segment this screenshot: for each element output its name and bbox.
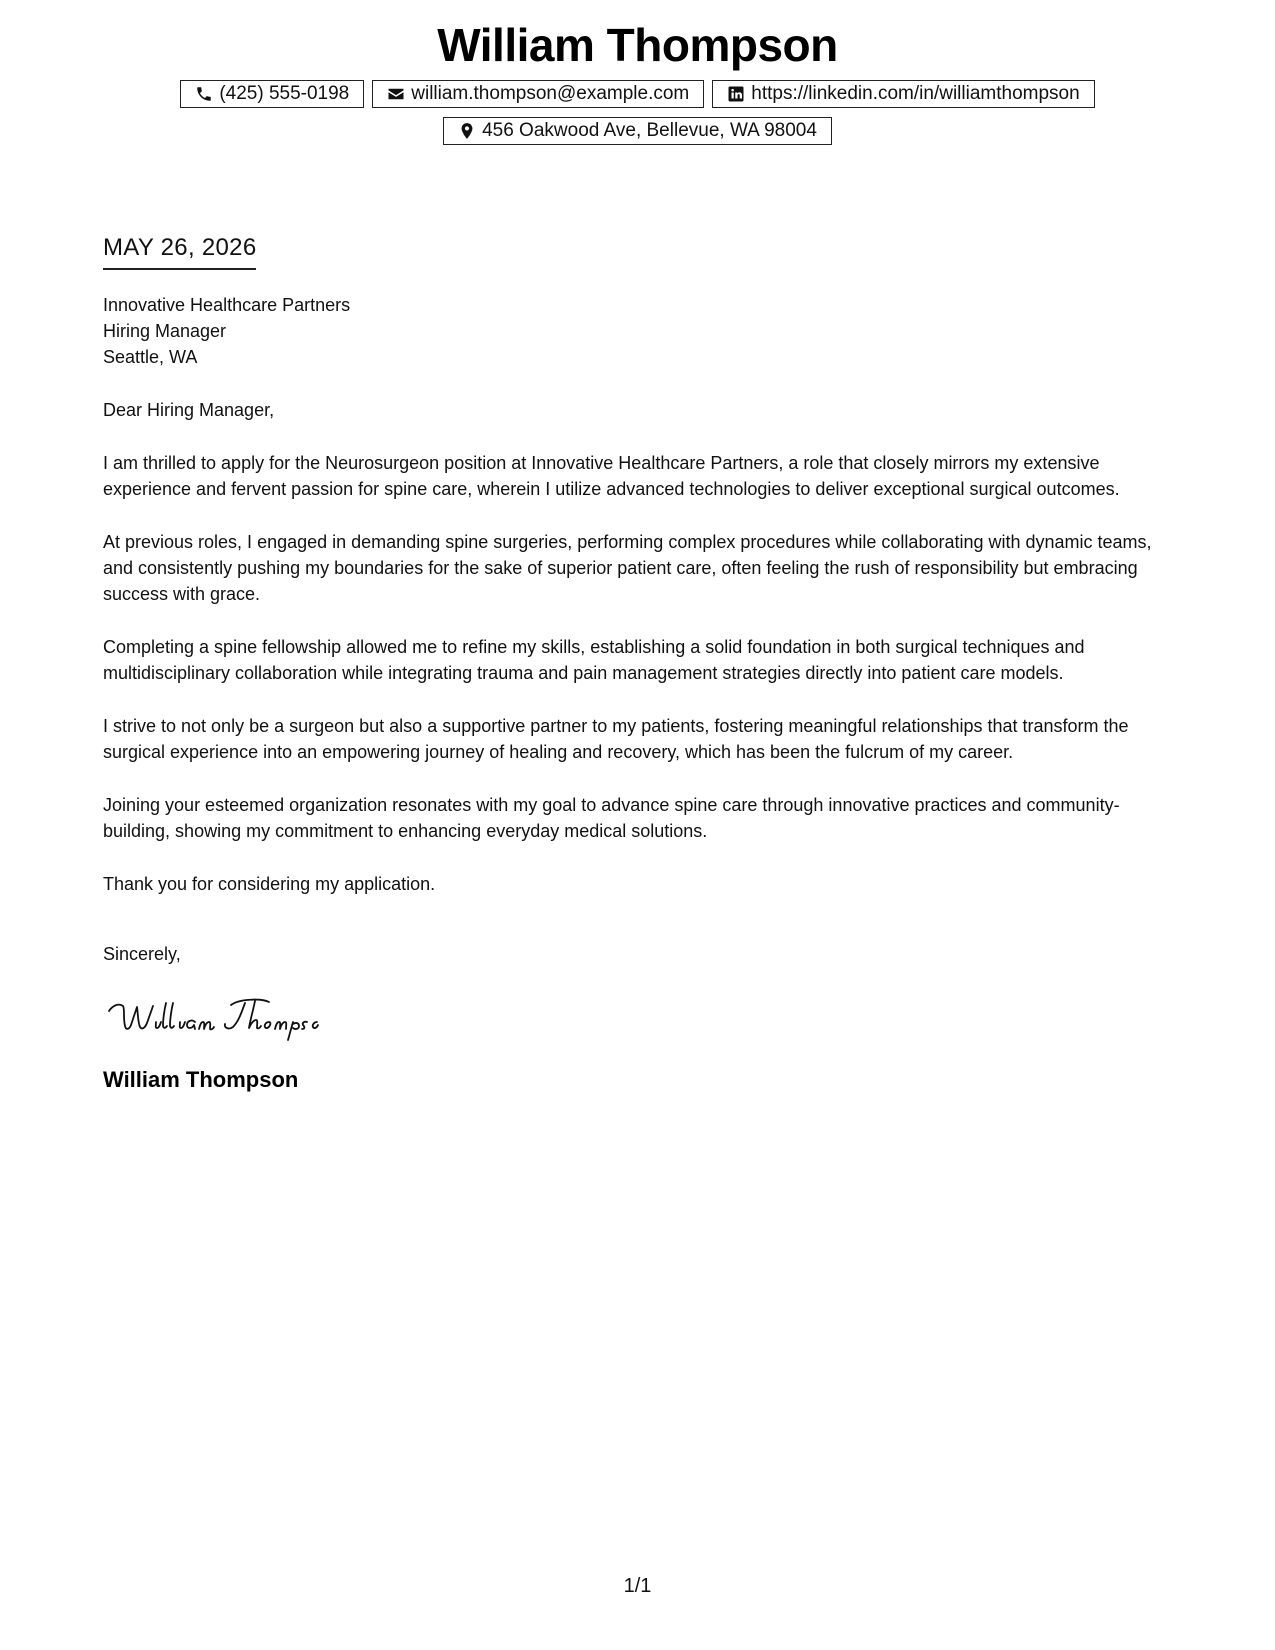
linkedin-url: https://linkedin.com/in/williamthompson bbox=[751, 83, 1080, 104]
applicant-name: William Thompson bbox=[437, 19, 838, 71]
linkedin-icon bbox=[727, 85, 745, 103]
map-marker-icon bbox=[458, 122, 476, 140]
recipient-title: Hiring Manager bbox=[103, 321, 227, 341]
address-chip[interactable] bbox=[443, 117, 832, 145]
body-paragraph: I strive to not only be a surgeon but also a supportive partner to my patients, fostering meaningful relationships that transform the surgical experience into an empowering journey of healing and recovery, which has been the fulcrum of my career. bbox=[103, 716, 1129, 762]
recipient-block bbox=[103, 292, 1178, 370]
phone-chip[interactable] bbox=[180, 80, 364, 108]
handwritten-signature bbox=[103, 991, 1178, 1047]
body-paragraph: Joining your esteemed organization resonates with my goal to advance spine care through innovative practices and community-building, showing my commitment to enhancing everyday medical solutions. bbox=[103, 795, 1120, 841]
signer-name: William Thompson bbox=[103, 1067, 299, 1092]
signature-image bbox=[103, 991, 363, 1047]
envelope-icon bbox=[387, 85, 405, 103]
closing-line: Sincerely, bbox=[103, 944, 181, 964]
phone-number: (425) 555-0198 bbox=[219, 83, 350, 104]
email-address: william.thompson@example.com bbox=[411, 83, 690, 104]
body-paragraph: Completing a spine fellowship allowed me to refine my skills, establishing a solid foundation in both surgical techniques and multidisciplinary collaboration while integrating trauma and pain management strategies directly into patient care models. bbox=[103, 637, 1085, 683]
page-number: 1/1 bbox=[623, 1575, 652, 1597]
linkedin-chip[interactable] bbox=[712, 80, 1094, 108]
body-paragraph: At previous roles, I engaged in demanding spine surgeries, performing complex procedures while collaborating with dynamic teams, and consistently pushing my boundaries for the sake of superior patient care, often feeling the rush of responsibility but embracing success with grace. bbox=[103, 532, 1152, 604]
recipient-company: Innovative Healthcare Partners bbox=[103, 295, 351, 315]
body-paragraph: I am thrilled to apply for the Neurosurgeon position at Innovative Healthcare Partners, a role that closely mirrors my extensive experience and fervent passion for spine care, wherein I utilize advanced technologies to deliver exceptional surgical outcomes. bbox=[103, 453, 1120, 499]
letter-body bbox=[103, 234, 1178, 1093]
phone-icon bbox=[195, 85, 213, 103]
body-paragraph: Thank you for considering my application. bbox=[103, 874, 436, 894]
letter-date: MAY 26, 2026 bbox=[103, 234, 256, 270]
street-address: 456 Oakwood Ave, Bellevue, WA 98004 bbox=[482, 120, 817, 141]
email-chip[interactable] bbox=[372, 80, 704, 108]
address-row bbox=[0, 117, 1275, 145]
salutation: Dear Hiring Manager, bbox=[103, 400, 275, 420]
recipient-location: Seattle, WA bbox=[103, 347, 198, 367]
contact-row bbox=[0, 80, 1275, 108]
